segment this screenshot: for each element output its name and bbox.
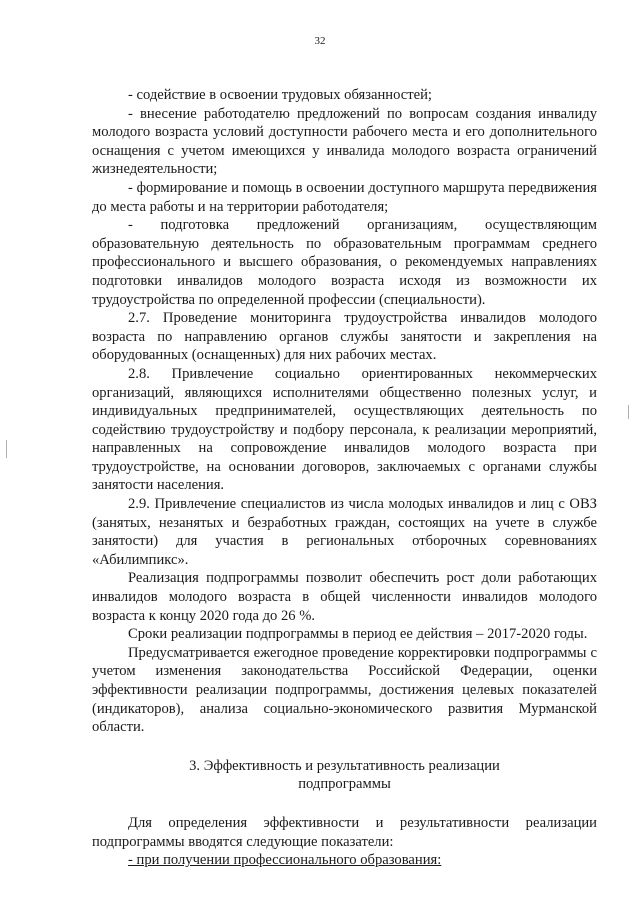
section-heading <box>92 757 597 794</box>
scan-mark-right <box>628 405 629 419</box>
section-intro: Для определения эффективности и результативности реализации подпрограммы вводятся следующие показатели: <box>92 814 597 850</box>
paragraph-9: Сроки реализации подпрограммы в период ее действия – 2017-2020 годы. <box>128 626 588 643</box>
paragraph-7: 2.9. Привлечение специалистов из числа молодых инвалидов и лиц с ОВЗ (занятых, незанятых и безработных граждан, состоящих на учете в службе занятости) для участия в региональных отборочных соревнованиях «Абилимпикс». <box>92 496 597 568</box>
paragraph-6: 2.8. Привлечение социально ориентированных некоммерческих организаций, являющихся исполнителями общественно полезных услуг, и индивидуальных предпринимателей, осуществляющих деятельность по содействию трудоустройству и подбору персонала, к реализации мероприятий, направленных на сопровождение инвалидов молодого возраста при трудоустройстве, на основании договоров, заключаемых с органами службы занятости населения. <box>92 365 597 494</box>
paragraph-3: - формирование и помощь в освоении доступного маршрута передвижения до места работы и на территории работодателя; <box>92 179 597 215</box>
paragraph-10: Предусматривается ежегодное проведение корректировки подпрограммы с учетом изменения законодательства Российской Федерации, оценки эффективности реализации подпрограммы, достижения целевых показателей (индикаторов), анализа социально-экономического развития Мурманской области. <box>92 644 597 736</box>
section-subheading-text: - при получении профессионального образования: <box>128 852 442 869</box>
paragraph-4: - подготовка предложений организациям, осуществляющим образовательную деятельность по образовательным программам среднего профессионального и высшего образования, о рекомендуемых направлениях подготовки инвалидов молодого возраста исходя из возможности их трудоустройства по определенной профессии (специальности). <box>92 217 597 308</box>
section-subheading <box>92 851 597 870</box>
section-heading-line2: подпрограммы <box>298 776 391 793</box>
scan-mark-left <box>6 440 7 458</box>
paragraph-8: Реализация подпрограммы позволит обеспечить рост доли работающих инвалидов молодого возраста в общей численности инвалидов молодого возраста к концу 2020 года до 26 %. <box>92 570 597 624</box>
section-heading-line1: 3. Эффективность и результативность реализации <box>189 757 500 774</box>
paragraph-2: - внесение работодателю предложений по вопросам создания инвалиду молодого возраста условий доступности рабочего места и его дополнительного оснащения с учетом имеющихся у инвалида молодого возраста ограничений жизнедеятельности; <box>92 105 597 178</box>
paragraph-1: - содействие в освоении трудовых обязанностей; <box>128 87 432 103</box>
paragraph-5: 2.7. Проведение мониторинга трудоустройства инвалидов молодого возраста по направлению органов службы занятости и закрепления на оборудованных (оснащенных) для них рабочих местах. <box>92 310 597 364</box>
document-body <box>92 86 597 870</box>
page-number: 32 <box>314 35 326 47</box>
